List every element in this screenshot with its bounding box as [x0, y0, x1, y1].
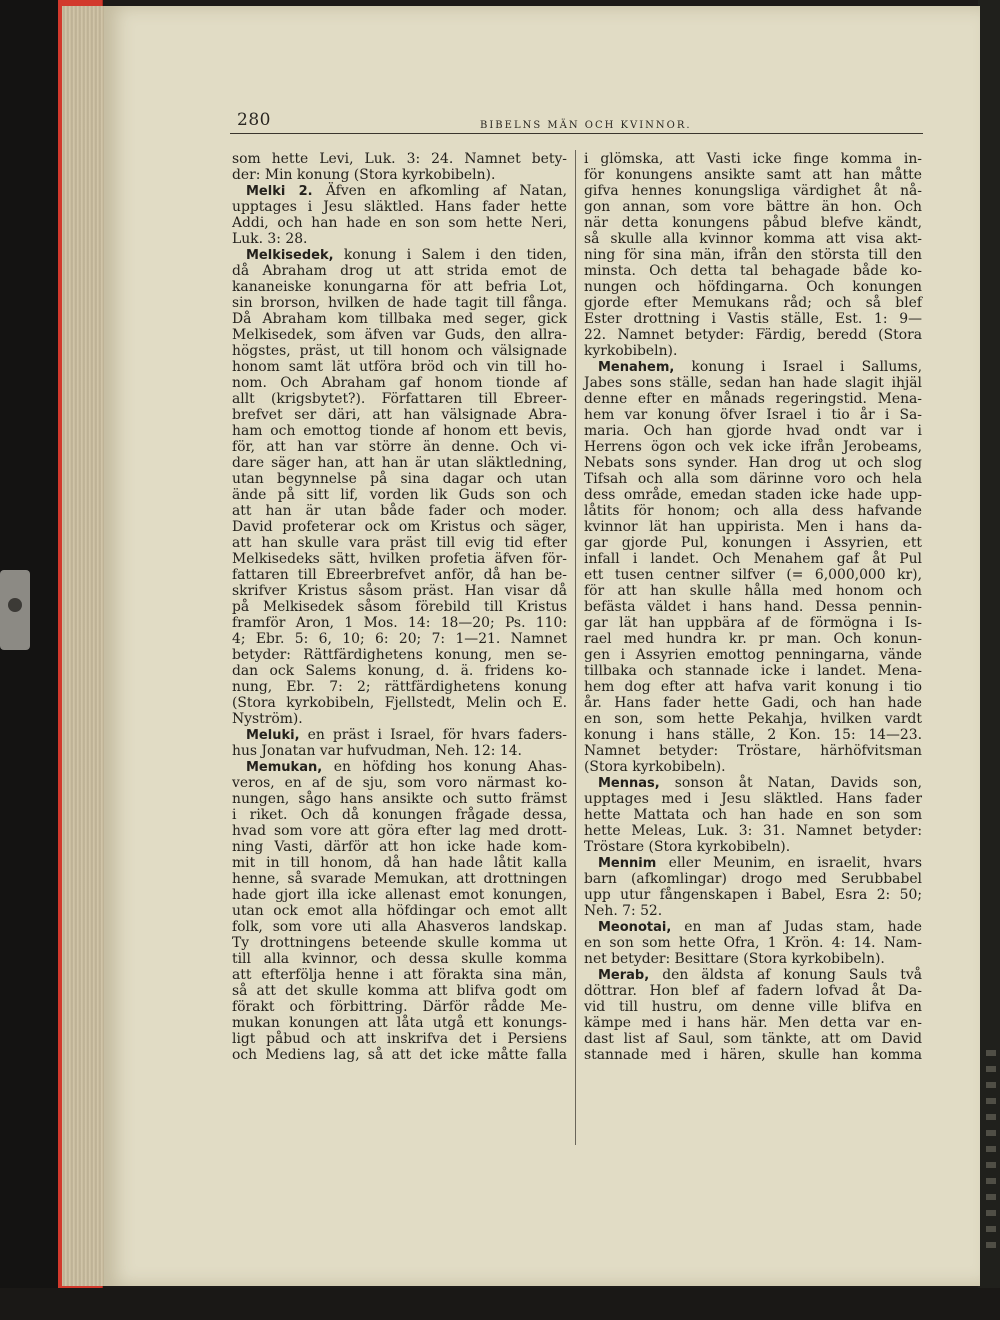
line-text: Jabes sons ställe, sedan han hade slagit ihjäl: [584, 375, 922, 391]
line-text: att han skulle vara präst till evig tid efter: [232, 535, 567, 551]
text-line: [232, 599, 567, 615]
line-text: för att han skulle hålla med honom och: [584, 583, 922, 599]
text-line: [584, 375, 922, 391]
text-line: [584, 775, 922, 791]
line-text: mukan konungen att låta utgå ett konungs-: [232, 1015, 567, 1031]
text-line: [584, 903, 922, 919]
line-text: Tifsah och alla som därinne voro och hela: [584, 471, 922, 487]
text-line: [232, 759, 567, 775]
text-line: [232, 183, 567, 199]
entry-headword: Memukan,: [246, 760, 323, 775]
line-text: när detta konungens påbud blefve kändt,: [584, 215, 922, 231]
line-text: hette Mattata och han hade en son som: [584, 807, 922, 823]
line-text: upptages med i Jesu släktled. Hans fader: [584, 791, 922, 807]
line-text: en höfding hos konung Ahas-: [322, 759, 567, 775]
text-line: [232, 423, 567, 439]
line-text: konung i Israel i Sallums,: [674, 359, 922, 375]
background-left: [0, 0, 62, 1320]
line-text: dast list af Saul, som tänkte, att om David: [584, 1031, 922, 1047]
line-text: en son, som hette Pekahja, hvilken vardt: [584, 711, 922, 727]
text-line: [232, 391, 567, 407]
text-line: [232, 679, 567, 695]
text-line: [584, 791, 922, 807]
line-text: framför Aron, 1 Mos. 14: 18—20; Ps. 110:: [232, 615, 567, 631]
entry-headword: Merab,: [598, 968, 650, 983]
line-text: i glömska, att Vasti icke finge komma in-: [584, 151, 922, 167]
text-line: [232, 167, 567, 183]
text-line: [584, 951, 922, 967]
line-text: denne efter en månads regeringstid. Mena-: [584, 391, 922, 407]
text-line: [232, 983, 567, 999]
line-text: (Stora kyrkobibeln).: [584, 759, 726, 775]
line-text: net betyder: Besittare (Stora kyrkobibeln).: [584, 951, 885, 967]
line-text: förakt och förbittring. Därför rådde Me-: [232, 999, 567, 1015]
text-line: [584, 519, 922, 535]
line-text: ett tusen centner silfver (= 6,000,000 kr),: [584, 567, 922, 583]
text-line: [584, 999, 922, 1015]
text-line: [584, 343, 922, 359]
line-text: gar lät han uppbära af de förmögna i Is-: [584, 615, 922, 631]
text-line: [584, 567, 922, 583]
line-text: fattaren till Ebreerbrefvet anför, då han be-: [232, 567, 567, 583]
line-text: nungen och höfdingarna. Och konungen: [584, 279, 922, 295]
text-line: [232, 583, 567, 599]
text-line: [232, 967, 567, 983]
text-line: [584, 855, 922, 871]
line-text: dess område, emedan staden icke hade upp-: [584, 487, 922, 503]
text-line: [584, 359, 922, 375]
line-text: gon annan, som vore bättre än hon. Och: [584, 199, 922, 215]
line-text: ham och emottog tionde af honom ett bevis,: [232, 423, 567, 439]
text-line: [232, 1015, 567, 1031]
line-text: sin brorson, hvilken de hade tagit till fånga.: [232, 295, 567, 311]
line-text: kananeiske konungarna för att befria Lot,: [232, 279, 567, 295]
line-text: ning för sina män, ifrån den största till den: [584, 247, 922, 263]
line-text: 22. Namnet betyder: Färdig, beredd (Stora: [584, 327, 922, 343]
page-edges: [62, 6, 108, 1286]
text-line: [584, 407, 922, 423]
line-text: Ester drottning i Vastis ställe, Est. 1: 9—: [584, 311, 922, 327]
text-line: [232, 199, 567, 215]
text-line: [232, 711, 567, 727]
text-line: [232, 807, 567, 823]
header-rule: [230, 133, 923, 134]
line-text: 4; Ebr. 5: 6, 10; 6: 20; 7: 1—21. Namnet: [232, 631, 567, 647]
right-column: [584, 151, 922, 1063]
line-text: brefvet ser däri, att han välsignade Abra-: [232, 407, 567, 423]
text-line: [584, 759, 922, 775]
text-line: [584, 1047, 922, 1063]
line-text: hem dog efter att hafva varit konung i tio: [584, 679, 922, 695]
line-text: för konungens ansikte samt att han måtte: [584, 167, 922, 183]
line-text: hette Meleas, Luk. 3: 31. Namnet betyder:: [584, 823, 922, 839]
text-line: [584, 295, 922, 311]
line-text: Nebats sons synder. Han drog ut och slog: [584, 455, 922, 471]
text-line: [232, 951, 567, 967]
line-text: befästa väldet i hans hand. Dessa pennin-: [584, 599, 922, 615]
line-text: hem var konung öfver Israel i tio år i Sa-: [584, 407, 922, 423]
text-line: [584, 1015, 922, 1031]
line-text: Då Abraham kom tillbaka med seger, gick: [232, 311, 567, 327]
text-line: [232, 791, 567, 807]
line-text: dan ock Salems konung, d. ä. fridens ko-: [232, 663, 567, 679]
text-line: [232, 263, 567, 279]
text-line: [232, 775, 567, 791]
text-line: [584, 183, 922, 199]
text-line: [232, 327, 567, 343]
line-text: Ty drottningens beteende skulle komma ut: [232, 935, 567, 951]
line-text: Melkisedek, som äfven var Guds, den allra-: [232, 327, 567, 343]
text-line: [584, 967, 922, 983]
line-text: upp utur fångenskapen i Babel, Esra 2: 50;: [584, 887, 922, 903]
line-text: år. Hans fader hette Gadi, och han hade: [584, 695, 922, 711]
line-text: att han är utan både fader och moder.: [232, 503, 567, 519]
text-line: [232, 375, 567, 391]
text-line: [232, 919, 567, 935]
text-line: [584, 535, 922, 551]
text-line: [584, 615, 922, 631]
entry-headword: Menahem,: [598, 360, 675, 375]
line-text: hvad som vore att göra efter lag med drott-: [232, 823, 567, 839]
text-line: [584, 695, 922, 711]
line-text: der: Min konung (Stora kyrkobibeln).: [232, 167, 496, 183]
line-text: så skulle alla kvinnor komma att visa akt-: [584, 231, 922, 247]
text-line: [232, 839, 567, 855]
line-text: högstes, präst, ut till honom och välsignade: [232, 343, 567, 359]
text-line: [584, 551, 922, 567]
line-text: på Melkisedek såsom förebild till Kristus: [232, 599, 567, 615]
text-line: [232, 615, 567, 631]
line-text: nom. Och Abraham gaf honom tionde af: [232, 375, 567, 391]
text-line: [232, 935, 567, 951]
text-line: [232, 647, 567, 663]
text-line: [584, 823, 922, 839]
entry-headword: Melkisedek,: [246, 248, 334, 263]
text-line: [584, 743, 922, 759]
text-line: [584, 439, 922, 455]
text-line: [584, 711, 922, 727]
text-line: [584, 263, 922, 279]
text-line: [584, 647, 922, 663]
line-text: då Abraham drog ut att strida emot de: [232, 263, 567, 279]
adjacent-page-marks: [986, 1050, 996, 1250]
line-text: för, att han var större än denne. Och vi-: [232, 439, 567, 455]
line-text: dare säger han, att han är utan släktledning,: [232, 455, 567, 471]
line-text: hus Jonatan var hufvudman, Neh. 12: 14.: [232, 743, 522, 759]
page-number: 280: [237, 110, 271, 130]
line-text: gar gjorde Pul, konungen i Assyrien, ett: [584, 535, 922, 551]
entry-headword: Meluki,: [246, 728, 300, 743]
text-line: [584, 663, 922, 679]
text-line: [232, 999, 567, 1015]
line-text: allt (krigsbytet?). Författaren till Ebreer-: [232, 391, 567, 407]
line-text: gjorde efter Memukans råd; och så blef: [584, 295, 922, 311]
line-text: honom samt lät utföra bröd och vin till ho-: [232, 359, 567, 375]
line-text: Nyström).: [232, 711, 303, 727]
line-text: så att det skulle komma att blifva godt om: [232, 983, 567, 999]
text-line: [232, 535, 567, 551]
text-line: [232, 231, 567, 247]
line-text: Äfven en afkomling af Natan,: [312, 183, 567, 199]
line-text: upptages i Jesu släktled. Hans fader hette: [232, 199, 567, 215]
column-divider: [575, 150, 576, 1145]
line-text: och Mediens lag, så att det icke måtte falla: [232, 1047, 567, 1063]
line-text: Namnet betyder: Tröstare, härhöfvitsman: [584, 743, 922, 759]
text-line: [232, 215, 567, 231]
line-text: kvinnor lät han uppirista. Men i hans da-: [584, 519, 922, 535]
text-line: [232, 151, 567, 167]
text-line: [584, 919, 922, 935]
line-text: konung i Salem i den tiden,: [333, 247, 567, 263]
line-text: döttrar. Hon blef af fadern lofvad åt Da-: [584, 983, 922, 999]
text-line: [232, 455, 567, 471]
text-line: [584, 247, 922, 263]
text-line: [232, 855, 567, 871]
line-text: kyrkobibeln).: [584, 343, 678, 359]
line-text: veros, en af de sju, som voro närmast ko-: [232, 775, 567, 791]
text-line: [584, 487, 922, 503]
line-text: utan begynnelse på sina dagar och utan: [232, 471, 567, 487]
text-line: [584, 887, 922, 903]
text-line: [584, 503, 922, 519]
text-line: [584, 215, 922, 231]
line-text: ning Vasti, därför att hon icke hade kom-: [232, 839, 567, 855]
text-line: [584, 807, 922, 823]
line-text: ligt påbud och att inskrifva det i Persiens: [232, 1031, 567, 1047]
text-line: [584, 231, 922, 247]
line-text: folk, som vore uti alla Ahasveros landskap.: [232, 919, 567, 935]
line-text: Neh. 7: 52.: [584, 903, 663, 919]
text-line: [232, 631, 567, 647]
text-line: [232, 903, 567, 919]
line-text: gen i Assyrien emottog penningarna, vände: [584, 647, 922, 663]
text-line: [584, 631, 922, 647]
line-text: barn (afkomlingar) drogo med Serubbabel: [584, 871, 922, 887]
text-line: [232, 567, 567, 583]
line-text: ände på sitt lif, vorden lik Guds son och: [232, 487, 567, 503]
text-line: [584, 455, 922, 471]
line-text: (Stora kyrkobibeln, Fjellstedt, Melin och E.: [232, 695, 567, 711]
text-line: [232, 343, 567, 359]
text-line: [584, 1031, 922, 1047]
entry-headword: Mennim: [598, 856, 657, 871]
line-text: i riket. Och då konungen frågade dessa,: [232, 807, 567, 823]
line-text: rael med hundra kr. pr man. Och konun-: [584, 631, 922, 647]
background-bottom: [0, 1288, 1000, 1320]
line-text: infall i landet. Och Menahem gaf åt Pul: [584, 551, 922, 567]
text-line: [232, 1047, 567, 1063]
line-text: konung i hans ställe, 2 Kon. 15: 14—23.: [584, 727, 922, 743]
line-text: Melkisedeks sätt, hvilken profetia äfven för-: [232, 551, 567, 567]
text-line: [232, 295, 567, 311]
text-line: [584, 727, 922, 743]
text-line: [232, 503, 567, 519]
text-line: [232, 823, 567, 839]
text-line: [232, 407, 567, 423]
line-text: utan ock emot alla höfdingar och emot allt: [232, 903, 567, 919]
text-line: [232, 887, 567, 903]
text-line: [232, 247, 567, 263]
text-line: [232, 551, 567, 567]
text-line: [232, 663, 567, 679]
line-text: Tröstare (Stora kyrkobibeln).: [584, 839, 791, 855]
text-line: [584, 983, 922, 999]
line-text: Herrens ögon och vek icke ifrån Jerobeams,: [584, 439, 922, 455]
line-text: kämpe med i hans här. Men detta var en-: [584, 1015, 922, 1031]
line-text: mit in till honom, då han hade låtit kalla: [232, 855, 567, 871]
text-line: [232, 487, 567, 503]
text-line: [584, 679, 922, 695]
line-text: nungen, sågo hans ansikte och sutto främst: [232, 791, 567, 807]
text-line: [584, 471, 922, 487]
line-text: eller Meunim, en israelit, hvars: [656, 855, 922, 871]
text-line: [232, 871, 567, 887]
text-line: [232, 695, 567, 711]
text-line: [584, 839, 922, 855]
entry-headword: Melki 2.: [246, 184, 313, 199]
line-text: att efterfölja henne i att förakta sina män,: [232, 967, 567, 983]
text-line: [584, 599, 922, 615]
line-text: tillbaka och stannade icke i landet. Mena-: [584, 663, 922, 679]
text-line: [232, 519, 567, 535]
line-text: en son som hette Ofra, 1 Krön. 4: 14. Nam-: [584, 935, 922, 951]
text-line: [232, 311, 567, 327]
line-text: sonson åt Natan, Davids son,: [659, 775, 922, 791]
line-text: Addi, och han hade en son som hette Neri,: [232, 215, 567, 231]
line-text: stannade med i hären, skulle han komma: [584, 1047, 922, 1063]
text-line: [584, 871, 922, 887]
text-line: [232, 359, 567, 375]
text-line: [584, 279, 922, 295]
text-line: [232, 439, 567, 455]
line-text: betyder: Rättfärdighetens konung, men se-: [232, 647, 567, 663]
text-line: [584, 167, 922, 183]
line-text: som hette Levi, Luk. 3: 24. Namnet bety-: [232, 151, 567, 167]
text-line: [584, 423, 922, 439]
text-line: [584, 311, 922, 327]
text-line: [232, 727, 567, 743]
text-line: [584, 199, 922, 215]
line-text: henne, så svarade Memukan, att drottningen: [232, 871, 567, 887]
text-line: [232, 471, 567, 487]
line-text: gifva hennes konungsliga värdighet åt nå-: [584, 183, 922, 199]
line-text: nung, Ebr. 7: 2; rättfärdighetens konung: [232, 679, 567, 695]
line-text: skrifver Kristus såsom präst. Han visar då: [232, 583, 567, 599]
line-text: en präst i Israel, för hvars faders-: [299, 727, 567, 743]
text-line: [584, 935, 922, 951]
text-line: [584, 327, 922, 343]
line-text: Luk. 3: 28.: [232, 231, 308, 247]
line-text: till alla kvinnor, och dessa skulle komma: [232, 951, 567, 967]
entry-headword: Mennas,: [598, 776, 660, 791]
text-line: [232, 279, 567, 295]
left-column: [232, 151, 567, 1063]
line-text: en man af Judas stam, hade: [671, 919, 922, 935]
line-text: vid till hustru, om denne ville blifva en: [584, 999, 922, 1015]
line-text: den äldsta af konung Sauls två: [649, 967, 922, 983]
line-text: David profeterar ock om Kristus och säger,: [232, 519, 567, 535]
line-text: låtits för honom; och alla dess hafvande: [584, 503, 922, 519]
entry-headword: Meonotai,: [598, 920, 672, 935]
line-text: minsta. Och detta tal behagade både ko-: [584, 263, 922, 279]
clip-hole: [8, 598, 22, 612]
running-head: BIBELNS MÄN OCH KVINNOR.: [480, 120, 692, 131]
text-line: [232, 1031, 567, 1047]
text-line: [584, 583, 922, 599]
text-line: [232, 743, 567, 759]
text-line: [584, 151, 922, 167]
text-line: [584, 391, 922, 407]
line-text: maria. Och han gjorde hvad ondt var i: [584, 423, 922, 439]
line-text: hade gjort illa icke allenast emot konungen,: [232, 887, 567, 903]
